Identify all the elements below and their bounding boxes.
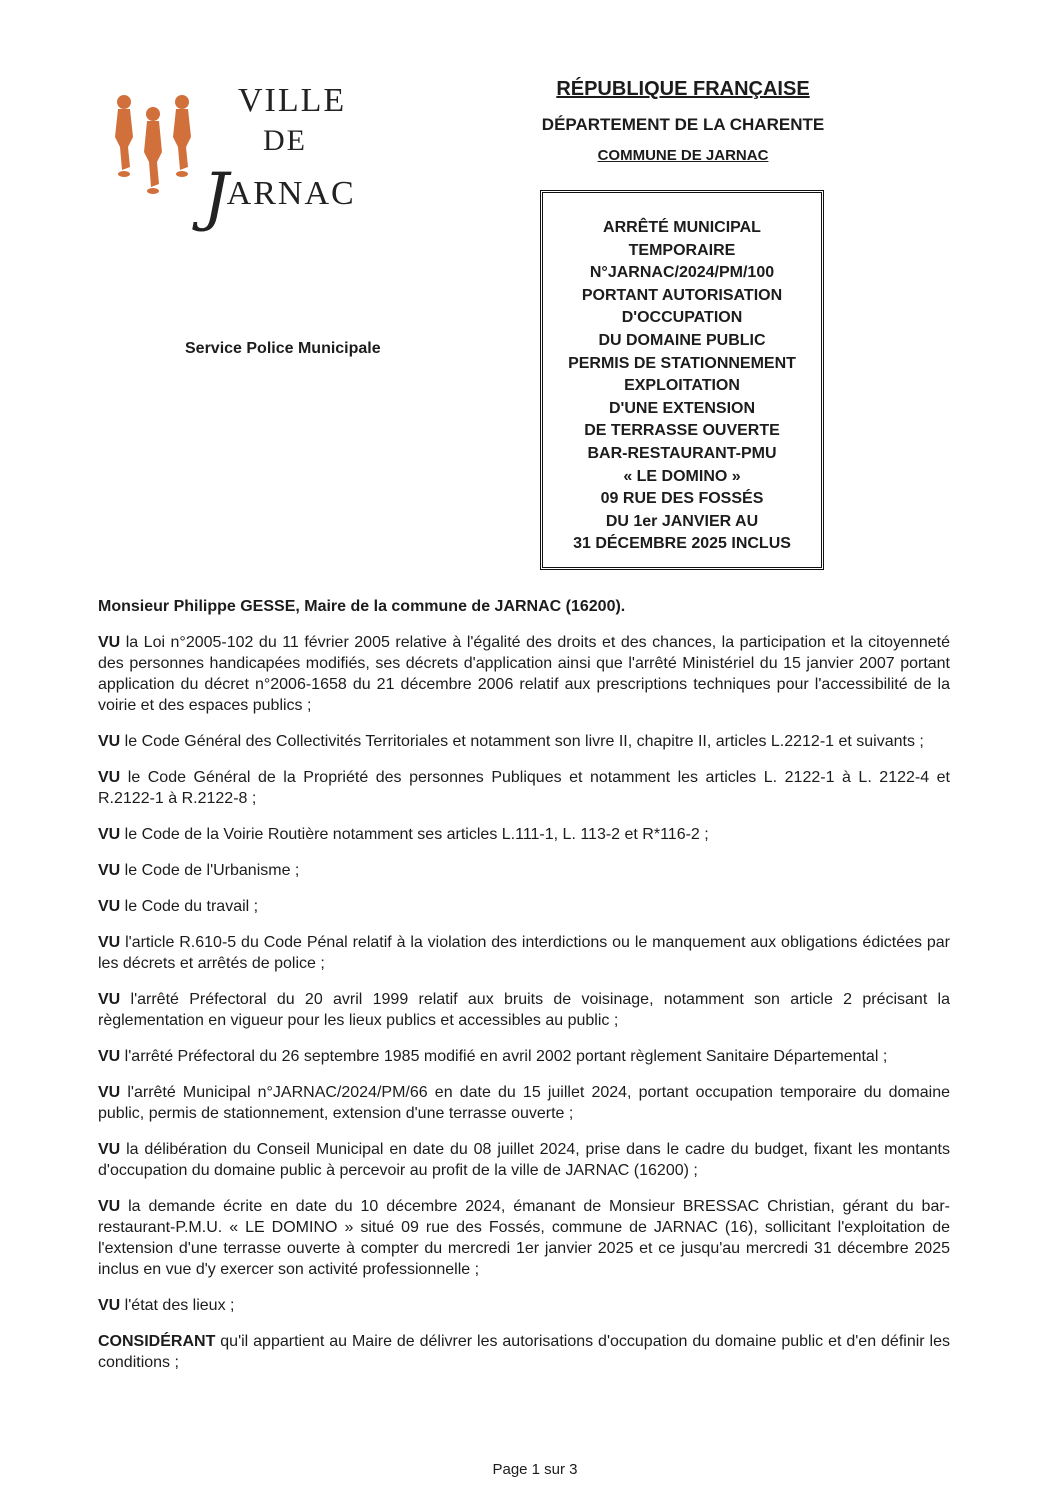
mayor-line: Monsieur Philippe GESSE, Maire de la commune de JARNAC (16200). [98,598,626,615]
recital-lead: VU [98,733,121,750]
title-line: PORTANT AUTORISATION [581,286,783,304]
recital-paragraph [98,860,950,881]
logo-initial: J [203,160,231,234]
service-label: Service Police Municipale [185,340,381,357]
title-line: BAR-RESTAURANT-PMU [587,444,777,462]
document-body [98,596,950,1388]
logo-figures-icon [108,92,200,197]
logo-word-rest: ARNAC [226,175,356,212]
recital-text: le Code Général des Collectivités Territoriales et notamment son livre II, chapitre II, articles L.2212-1 et suivants ; [120,733,924,750]
recital-paragraph [98,896,950,917]
recital-lead: CONSIDÉRANT [98,1333,216,1350]
title-line: DE TERRASSE OUVERTE [584,422,780,440]
decree-title-box [540,190,824,570]
recital-paragraph [98,1139,950,1181]
title-line: 09 RUE DES FOSSÉS [600,490,764,508]
title-line: EXPLOITATION [624,377,740,395]
recital-lead: VU [98,1084,121,1101]
ville-de-jarnac-logo [108,82,378,232]
recital-text: le Code du travail ; [120,898,259,915]
recital-paragraph [98,932,950,974]
recital-text: le Code Général de la Propriété des personnes Publiques et notamment les articles L. 2122-1 à L. 2122-4 et R.2122-1 à R.2122-8 ; [98,769,950,807]
recital-lead: VU [98,1048,121,1065]
recital-text: la Loi n°2005-102 du 11 février 2005 relative à l'égalité des droits et des chances, la participation et la citoyenneté des personnes handicapées modifiés, ses décrets d'application ainsi que l'arrêté Ministériel du 15 janvier 2007 portant application du décret n°2006-1658 du 21 décembre 2006 relatif aux prescriptions techniques pour l'accessibilité de la voirie et des espaces publics ; [98,634,950,714]
title-line: DU 1er JANVIER AU [605,512,759,530]
header-country: RÉPUBLIQUE FRANÇAISE [556,78,810,100]
recital-text: le Code de l'Urbanisme ; [120,862,300,879]
header-department: DÉPARTEMENT DE LA CHARENTE [541,115,825,134]
title-line: D'OCCUPATION [621,309,743,327]
recital-lead: VU [98,1141,121,1158]
title-line: N°JARNAC/2024/PM/100 [589,264,775,282]
recital-lead: VU [98,991,121,1008]
recital-text: l'article R.610-5 du Code Pénal relatif à la violation des interdictions ou le manquement aux obligations édictées par les décrets et arrêtés de police ; [98,934,950,972]
title-line: D'UNE EXTENSION [608,399,756,417]
recital-paragraph [98,1196,950,1280]
logo-word-de: DE [263,124,307,157]
recital-lead: VU [98,934,121,951]
recital-lead: VU [98,898,121,915]
recital-paragraph [98,1082,950,1124]
title-line: 31 DÉCEMBRE 2025 INCLUS [573,535,791,553]
recital-text: l'état des lieux ; [120,1297,235,1314]
recital-lead: VU [98,862,121,879]
title-line: DU DOMAINE PUBLIC [598,331,766,349]
recital-text: l'arrêté Préfectoral du 20 avril 1999 relatif aux bruits de voisinage, notamment son article 2 précisant la règlementation en vigueur pour les lieux publics et accessibles au public ; [98,991,950,1029]
recital-paragraph [98,1295,950,1316]
logo-word-jarnac [203,160,356,234]
logo-word-ville: VILLE [238,82,347,119]
title-line: TEMPORAIRE [628,241,736,259]
title-line: ARRÊTÉ MUNICIPAL [603,219,761,236]
recital-text: qu'il appartient au Maire de délivrer les autorisations d'occupation du domaine public et d'en définir les conditions ; [98,1333,950,1371]
recital-lead: VU [98,826,121,843]
recital-paragraph [98,1331,950,1373]
recital-lead: VU [98,769,121,786]
header-commune: COMMUNE DE JARNAC [597,147,769,164]
recital-lead: VU [98,1297,121,1314]
recital-paragraph [98,632,950,716]
recital-text: la demande écrite en date du 10 décembre 2024, émanant de Monsieur BRESSAC Christian, gérant du bar-restaurant-P.M.U. « LE DOMINO » situé 09 rue des Fossés, commune de JARNAC (16), sollicitant l'exploitation de l'extension d'une terrasse ouverte à compter du mercredi 1er janvier 2025 et ce jusqu'au mercredi 31 décembre 2025 inclus en vue d'y exercer son activité professionnelle ; [98,1198,950,1278]
recital-text: l'arrêté Préfectoral du 26 septembre 1985 modifié en avril 2002 portant règlement Sanitaire Départemental ; [120,1048,888,1065]
recital-paragraph [98,824,950,845]
recital-lead: VU [98,1198,121,1215]
recital-paragraph [98,1046,950,1067]
recital-lead: VU [98,634,121,651]
page-number: Page 1 sur 3 [492,1461,578,1478]
title-line: PERMIS DE STATIONNEMENT [568,354,796,372]
recital-text: le Code de la Voirie Routière notamment ses articles L.111-1, L. 113-2 et R*116-2 ; [120,826,709,843]
paragraph-list [98,632,950,1373]
title-line: « LE DOMINO » [623,467,741,485]
recital-text: la délibération du Conseil Municipal en date du 08 juillet 2024, prise dans le cadre du budget, fixant les montants d'occupation du domaine public à percevoir au profit de la ville de JARNAC (16200) ; [98,1141,950,1179]
recital-paragraph [98,767,950,809]
recital-paragraph [98,731,950,752]
recital-text: l'arrêté Municipal n°JARNAC/2024/PM/66 en date du 15 juillet 2024, portant occupation temporaire du domaine public, permis de stationnement, extension d'une terrasse ouverte ; [98,1084,950,1122]
recital-paragraph [98,989,950,1031]
